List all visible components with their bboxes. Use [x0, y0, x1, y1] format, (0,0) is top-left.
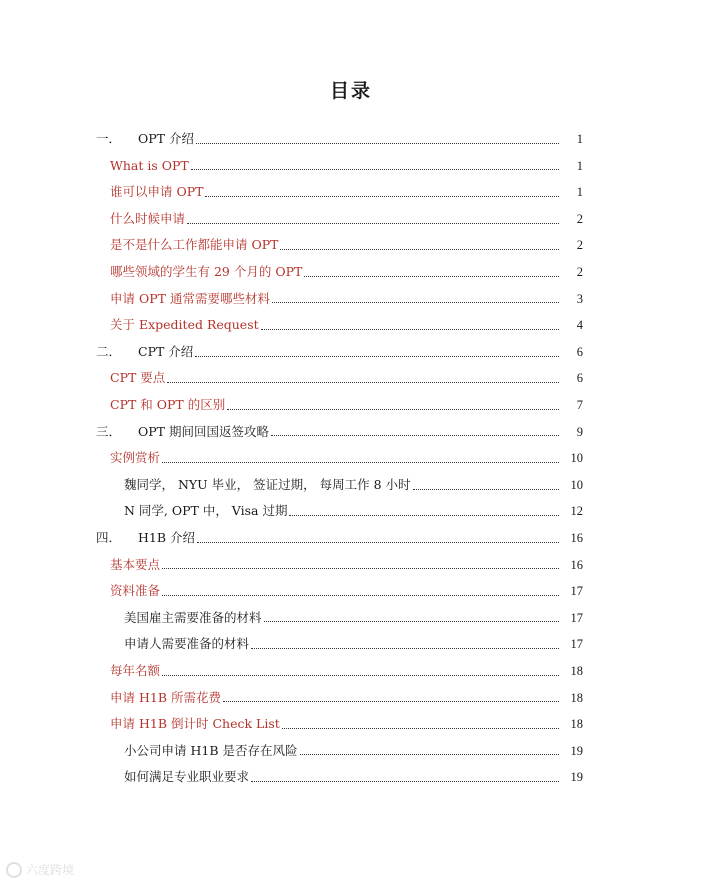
dot-leader [205, 196, 559, 197]
toc-entry[interactable] [0, 206, 702, 233]
dot-leader [167, 382, 559, 383]
toc-entry[interactable] [0, 552, 702, 579]
watermark [6, 861, 74, 878]
toc-page-number: 2 [576, 238, 583, 253]
toc-entry-text: 资料准备 [110, 583, 161, 599]
toc-entry[interactable] [0, 153, 702, 180]
toc-page-number: 16 [570, 530, 583, 545]
toc-entry-label [124, 609, 262, 625]
toc-page-number: 6 [576, 371, 583, 386]
toc-page-number: 19 [570, 770, 583, 785]
dot-leader [271, 435, 559, 436]
toc-entry-text: 申请 OPT 通常需要哪些材料 [110, 290, 270, 306]
toc-entry-number: 二． [96, 343, 122, 359]
toc-entry[interactable] [0, 472, 702, 499]
toc-entry-label [110, 319, 259, 332]
toc-entry[interactable] [0, 525, 702, 552]
dot-leader [272, 302, 559, 303]
toc-entry-label [110, 556, 161, 572]
toc-entry-number: 三． [96, 423, 122, 439]
toc-entry-label [110, 372, 165, 385]
toc-entry-text: 申请人需要准备的材料 [124, 636, 250, 652]
toc-entry[interactable] [0, 312, 702, 339]
toc-entry[interactable] [0, 392, 702, 419]
toc-entry[interactable] [0, 631, 702, 658]
toc-entry-label [110, 210, 186, 226]
toc-page-number: 19 [570, 743, 583, 758]
dot-leader [300, 754, 560, 755]
dot-leader [413, 489, 559, 490]
toc-page-number: 2 [576, 211, 583, 226]
toc-entry-text: 是不是什么工作都能申请 OPT [110, 237, 279, 253]
toc-entry-text: 如何满足专业职业要求 [124, 769, 250, 785]
dot-leader [162, 568, 559, 569]
toc-entry-text: CPT 和 OPT 的区别 [110, 396, 226, 412]
toc-entry-number: 四． [96, 529, 122, 545]
toc-entry[interactable] [0, 126, 702, 153]
toc-entry-text: 申请 H1B 所需花费 [110, 689, 221, 705]
toc-entry-text: 关于 Expedited Request [110, 317, 259, 333]
toc-entry-label [110, 396, 226, 412]
toc-entry-label [110, 662, 161, 678]
dot-leader [195, 356, 559, 357]
toc-page-number: 17 [570, 610, 583, 625]
toc-entry-label [96, 133, 194, 146]
toc-page-number: 18 [570, 717, 583, 732]
toc-page-number: 1 [576, 132, 583, 147]
toc-page-number: 1 [576, 185, 583, 200]
toc-entry-label [124, 638, 249, 651]
toc-page-number: 6 [576, 344, 583, 359]
toc-page-number: 10 [570, 477, 583, 492]
toc-entry-label [110, 157, 189, 173]
dot-leader [196, 143, 559, 144]
toc-page-number: 10 [570, 451, 583, 466]
toc-entry-text: 基本要点 [110, 556, 161, 572]
toc-entry-label [110, 585, 160, 598]
toc-entry[interactable] [0, 365, 702, 392]
toc-entry[interactable] [0, 445, 702, 472]
toc-page-number: 9 [576, 424, 583, 439]
dot-leader [261, 329, 559, 330]
toc-entry[interactable] [0, 684, 702, 711]
toc-entry-text: 魏同学， NYU 毕业， 签证过期， 每周工作 8 小时 [124, 476, 411, 492]
toc-entry-label [110, 718, 280, 731]
table-of-contents [0, 126, 702, 791]
toc-entry-number: 一． [96, 131, 122, 147]
toc-entry-text: What is OPT [110, 157, 189, 173]
toc-entry-text: 申请 H1B 倒计时 Check List [110, 716, 280, 732]
dot-leader [304, 276, 559, 277]
toc-entry-text: 哪些领域的学生有 29 个月的 OPT [110, 264, 303, 280]
toc-entry-label [124, 742, 298, 758]
toc-entry-text: 谁可以申请 OPT [110, 184, 204, 200]
toc-entry[interactable] [0, 498, 702, 525]
toc-entry-text: 小公司申请 H1B 是否存在风险 [124, 742, 298, 758]
toc-page-number: 18 [570, 663, 583, 678]
dot-leader [191, 169, 559, 170]
toc-entry-label [110, 239, 278, 252]
dot-leader [197, 542, 559, 543]
dot-leader [223, 701, 559, 702]
toc-entry-label [110, 266, 302, 279]
toc-entry-label [124, 505, 287, 518]
toc-entry[interactable] [0, 738, 702, 765]
logo-icon [6, 862, 22, 878]
toc-entry-label [96, 423, 269, 439]
toc-entry[interactable] [0, 658, 702, 685]
toc-entry-text: OPT 期间回国返签攻略 [138, 423, 269, 439]
dot-leader [162, 595, 559, 596]
toc-entry-label [110, 452, 160, 465]
toc-entry-label [110, 186, 203, 199]
dot-leader [289, 515, 559, 516]
toc-entry-text: 每年名额 [110, 662, 161, 678]
toc-entry[interactable] [0, 711, 702, 738]
toc-entry[interactable] [0, 339, 702, 366]
toc-entry-text: N 同学, OPT 中， Visa 过期 [124, 503, 288, 519]
toc-page-number: 17 [570, 584, 583, 599]
toc-entry[interactable] [0, 179, 702, 206]
dot-leader [162, 675, 559, 676]
toc-entry-text: 实例赏析 [110, 450, 161, 466]
toc-page-number: 16 [570, 557, 583, 572]
toc-page-number: 18 [570, 690, 583, 705]
toc-entry-label [124, 771, 249, 784]
toc-entry-text: CPT 介绍 [138, 343, 194, 359]
toc-page-number: 1 [576, 158, 583, 173]
page-title: 目录 [329, 80, 372, 102]
toc-page-number: 7 [576, 397, 583, 412]
toc-entry-text: OPT 介绍 [138, 131, 194, 147]
toc-page-number: 4 [576, 318, 583, 333]
dot-leader [227, 409, 559, 410]
toc-entry[interactable] [0, 578, 702, 605]
toc-entry-text: CPT 要点 [110, 370, 166, 386]
dot-leader [264, 621, 559, 622]
dot-leader [162, 462, 559, 463]
toc-entry[interactable] [0, 605, 702, 632]
toc-entry[interactable] [0, 419, 702, 446]
toc-entry-label [96, 529, 196, 545]
watermark-text: 六度跨境 [26, 863, 75, 877]
toc-entry-label [110, 290, 270, 306]
toc-entry-text: 美国雇主需要准备的材料 [124, 609, 262, 625]
toc-entry-text: H1B 介绍 [138, 529, 196, 545]
toc-entry[interactable] [0, 232, 702, 259]
toc-page-number: 12 [570, 504, 583, 519]
toc-page-number: 17 [570, 637, 583, 652]
dot-leader [282, 728, 559, 729]
toc-entry-label [96, 343, 194, 359]
toc-entry-label [124, 476, 411, 492]
dot-leader [280, 249, 559, 250]
dot-leader [251, 648, 559, 649]
toc-entry-text: 什么时候申请 [110, 210, 186, 226]
toc-entry[interactable] [0, 764, 702, 791]
toc-entry[interactable] [0, 286, 702, 313]
dot-leader [251, 781, 559, 782]
toc-entry[interactable] [0, 259, 702, 286]
dot-leader [187, 223, 559, 224]
toc-page-number: 2 [576, 265, 583, 280]
toc-page-number: 3 [576, 291, 583, 306]
toc-entry-label [110, 689, 221, 705]
